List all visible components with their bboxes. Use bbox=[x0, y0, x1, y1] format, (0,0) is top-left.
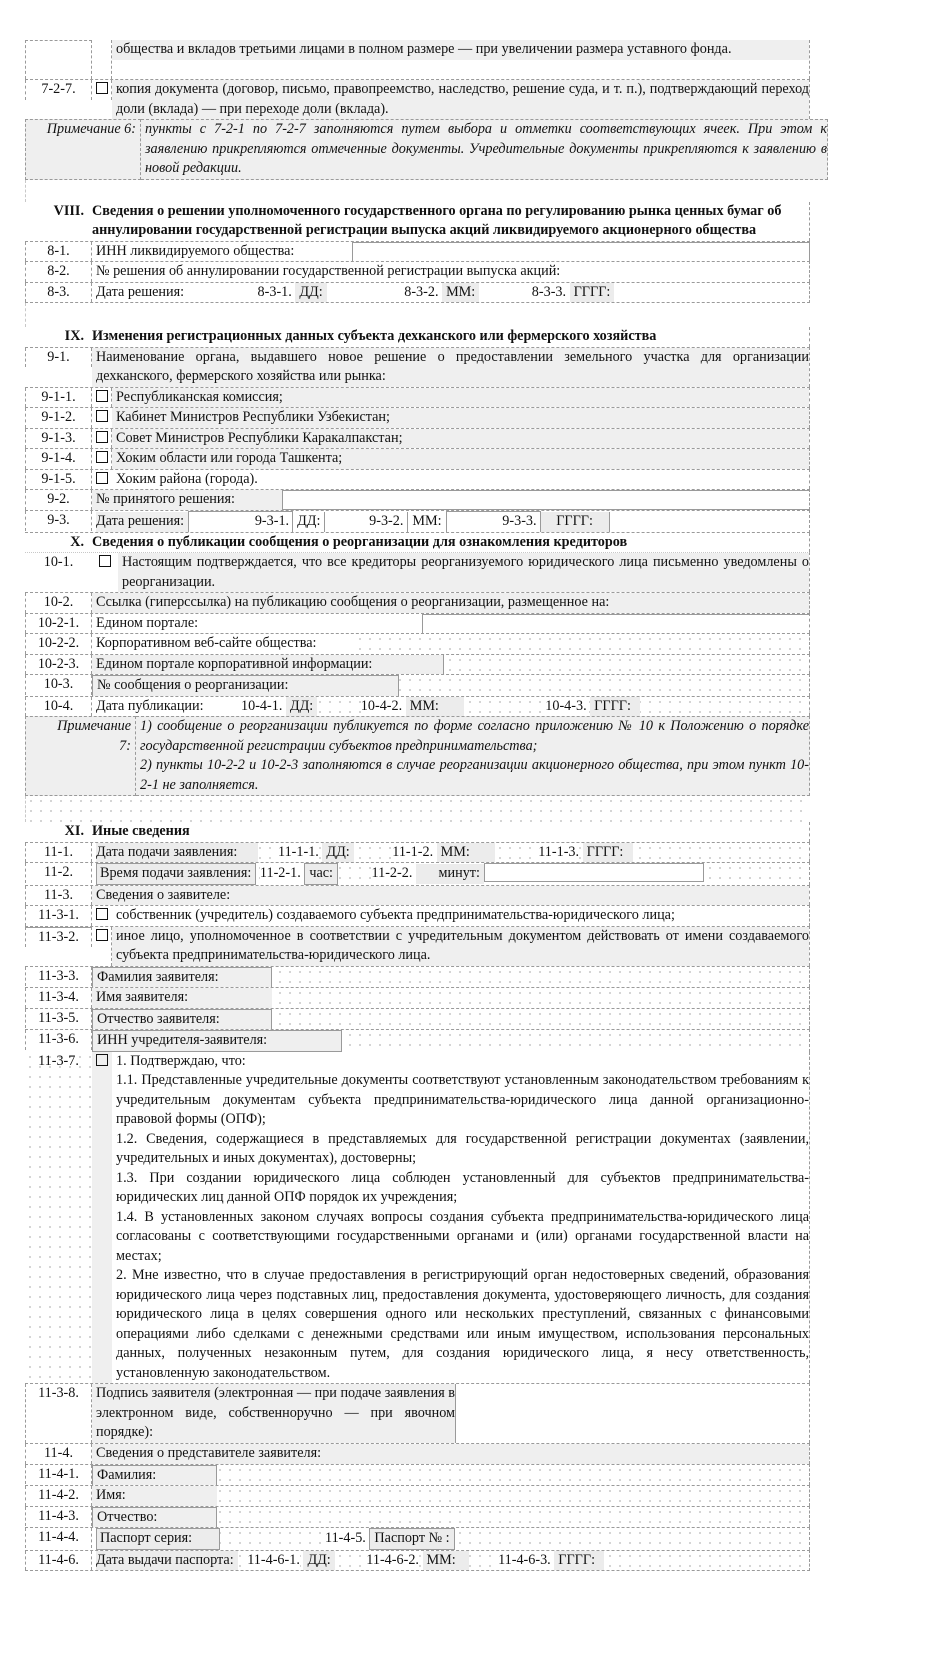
row-num: 9-1-2. bbox=[25, 408, 92, 428]
day-label: ДД: bbox=[295, 283, 326, 303]
row-10-3 bbox=[25, 674, 810, 696]
field-label: Дата подачи заявления: bbox=[96, 843, 258, 863]
section-title: Иные сведения bbox=[92, 823, 190, 839]
row-num: 11-3-6. bbox=[25, 1030, 92, 1050]
row-8-2 bbox=[25, 261, 810, 282]
spacer bbox=[25, 303, 810, 327]
row-11-3-3 bbox=[25, 966, 810, 988]
representative-surname-input[interactable] bbox=[217, 1465, 809, 1484]
row-num: 11-4. bbox=[25, 1444, 92, 1464]
row-9-1-5 bbox=[25, 469, 810, 490]
row-11-3-8 bbox=[25, 1383, 810, 1443]
row-11-4-2 bbox=[25, 1485, 810, 1506]
applicant-patronymic-input[interactable] bbox=[272, 1009, 809, 1028]
field-num: 9-3-3. bbox=[446, 511, 541, 532]
year-label: ГГГГ: bbox=[554, 1551, 604, 1571]
checkbox-icon bbox=[96, 390, 108, 402]
checkbox[interactable] bbox=[92, 1052, 112, 1384]
field-num: 11-4-5. bbox=[325, 1529, 366, 1549]
confirmation-line: 1.2. Сведения, содержащиеся в представляемых для государственной регистрации документах (заявлении, учредительных и иных документах), достоверны; bbox=[116, 1130, 809, 1166]
field-label: Дата публикации: bbox=[96, 697, 241, 717]
row-9-1-1 bbox=[25, 387, 810, 408]
row-11-3-7 bbox=[25, 1052, 810, 1384]
field-num: 11-1-3. bbox=[538, 843, 579, 863]
row-9-3 bbox=[25, 510, 810, 533]
row-num: 10-2-3. bbox=[25, 655, 92, 675]
minute-input[interactable] bbox=[484, 863, 704, 882]
row-num: 11-2. bbox=[25, 863, 92, 883]
field-num: 11-2-1. bbox=[260, 864, 301, 884]
year-label: ГГГГ: bbox=[570, 283, 615, 303]
checkbox-cell bbox=[92, 40, 112, 79]
row-11-3-4 bbox=[25, 987, 810, 1008]
field-label: Едином портале корпоративной информации: bbox=[92, 655, 444, 675]
representative-name-input[interactable] bbox=[217, 1486, 809, 1505]
checkbox[interactable] bbox=[92, 80, 112, 100]
field-label: Паспорт серия: bbox=[96, 1528, 220, 1550]
spacer bbox=[25, 180, 810, 202]
note-item-1: 1) сообщение о реорганизации публикуется по форме согласно приложению № 10 к Положению о порядке государственной регистрации субъектов предпринимательства; bbox=[140, 718, 809, 754]
passport-number-label: Паспорт № : bbox=[369, 1528, 454, 1550]
note-text: пункты с 7-2-1 по 7-2-7 заполняются путем выбора и отметки соответствующих ячеек. При этом к заявлению прикрепляются отмеченные документы. Учредительные документы прикрепляются к заявлению в новой редакции. bbox=[141, 119, 828, 180]
date-fields bbox=[92, 843, 809, 863]
field-num: 11-1-1. bbox=[278, 843, 319, 863]
row-text: Ссылка (гиперссылка) на публикацию сообщения о реорганизации, размещенное на: bbox=[92, 593, 809, 613]
note-label bbox=[25, 716, 136, 796]
row-text: Сведения о заявителе: bbox=[92, 886, 809, 906]
option-text: Хоким области или города Ташкента; bbox=[112, 449, 809, 469]
row-11-3-2 bbox=[25, 926, 810, 966]
confirmation-text bbox=[112, 1052, 809, 1384]
minute-label: минут: bbox=[416, 864, 484, 884]
row-num: 10-3. bbox=[25, 675, 92, 695]
section-title: Сведения о публикации сообщения о реорганизации для ознакомления кредиторов bbox=[92, 533, 628, 550]
row-num: 10-2. bbox=[25, 593, 92, 613]
checkbox[interactable] bbox=[92, 927, 112, 966]
option-text: Совет Министров Республики Каракалпакстан; bbox=[112, 429, 809, 449]
corporate-website-input[interactable] bbox=[352, 634, 809, 653]
decision-number-input[interactable] bbox=[282, 490, 809, 510]
row-num: 11-3-4. bbox=[25, 988, 92, 1008]
checkbox-icon bbox=[96, 472, 108, 484]
row-num: 10-1. bbox=[43, 554, 74, 570]
row-num: 9-2. bbox=[25, 490, 92, 510]
row-9-2 bbox=[25, 489, 810, 510]
day-label: ДД: bbox=[286, 697, 317, 717]
row-7-2-6-cont bbox=[25, 40, 810, 79]
founder-inn-input[interactable] bbox=[342, 1030, 809, 1049]
applicant-surname-input[interactable] bbox=[272, 967, 809, 986]
row-num: 11-4-6. bbox=[25, 1551, 92, 1571]
passport-fields bbox=[92, 1528, 809, 1550]
day-label: ДД: bbox=[303, 1551, 334, 1571]
row-num: 10-2-1. bbox=[25, 614, 92, 634]
checkbox[interactable] bbox=[92, 906, 112, 926]
row-text: копия документа (договор, письмо, правопреемство, наследство, решение суда, и т. п.), подтверждающий переход доли (вклада) — при переходе доли (вклада). bbox=[112, 80, 809, 119]
option-text: Республиканская комиссия; bbox=[112, 388, 809, 408]
section-title: Сведения о решении уполномоченного государственного органа по регулированию рынка ценных бумаг об аннулировании государственной регистрации выпуска акций ликвидируемого акционерного общества bbox=[92, 202, 782, 238]
section-num: X. bbox=[70, 533, 84, 550]
note-item-2: 2) пункты 10-2-2 и 10-2-3 заполняются в случае реорганизации акционерного общества, при этом пункт 10-2-1 не заполняется. bbox=[140, 757, 809, 793]
row-9-1-4 bbox=[25, 448, 810, 469]
field-label: Корпоративном веб-сайте общества: bbox=[92, 634, 352, 654]
row-num: 9-3. bbox=[25, 511, 92, 531]
corporate-info-portal-input[interactable] bbox=[444, 655, 809, 674]
field-label: Фамилия: bbox=[92, 1465, 217, 1486]
row-10-2-1 bbox=[25, 613, 810, 634]
row-11-3-5 bbox=[25, 1008, 810, 1030]
note-label-line2: 7: bbox=[119, 737, 131, 754]
row-9-1 bbox=[25, 347, 810, 387]
section-num: XI. bbox=[64, 823, 84, 839]
option-text: собственник (учредитель) создаваемого субъекта предпринимательства-юридического лица; bbox=[116, 907, 675, 923]
confirmation-line: 1.1. Представленные учредительные документы соответствуют установленным законодательством требованиям к учредительным документам субъекта предпринимательства-юридического лица данной организационно-правовой формы (ОПФ); bbox=[116, 1072, 809, 1127]
option-text: Хоким района (города). bbox=[116, 470, 258, 487]
row-10-2 bbox=[25, 592, 810, 613]
section-10-header bbox=[25, 533, 810, 553]
row-num: 11-4-3. bbox=[25, 1507, 92, 1527]
field-label: Дата решения: bbox=[96, 283, 185, 300]
month-label: ММ: bbox=[407, 512, 445, 532]
row-num: 9-1-1. bbox=[25, 388, 92, 408]
row-9-1-2 bbox=[25, 407, 810, 428]
field-num: 10-4-1. bbox=[241, 697, 282, 717]
row-11-4-1 bbox=[25, 1464, 810, 1486]
note-6 bbox=[25, 119, 828, 180]
hour-label: час: bbox=[304, 863, 338, 885]
row-num: 11-4-2. bbox=[25, 1486, 92, 1506]
signature-field[interactable] bbox=[456, 1384, 809, 1443]
row-num: 11-1. bbox=[25, 843, 92, 863]
section-title: Изменения регистрационных данных субъекта дехканского или фермерского хозяйства bbox=[92, 328, 657, 344]
year-label: ГГГГ: bbox=[590, 697, 640, 717]
month-label: ММ: bbox=[437, 843, 495, 863]
field-label: Отчество: bbox=[92, 1507, 217, 1528]
field-label: Время подачи заявления: bbox=[96, 863, 256, 885]
section-num: IX. bbox=[64, 328, 84, 344]
row-num: 9-1-3. bbox=[25, 429, 92, 449]
field-label: Имя: bbox=[92, 1486, 217, 1506]
row-num: 9-1. bbox=[25, 348, 92, 368]
field-label: Отчество заявителя: bbox=[92, 1009, 272, 1030]
row-num: 11-3-3. bbox=[25, 967, 92, 987]
option-text: Кабинет Министров Республики Узбекистан; bbox=[112, 408, 809, 428]
checkbox[interactable] bbox=[92, 449, 112, 469]
row-11-1 bbox=[25, 842, 810, 863]
date-fields bbox=[92, 697, 809, 717]
field-num: 10-4-3. bbox=[545, 697, 586, 717]
field-label: Дата выдачи паспорта: bbox=[96, 1551, 238, 1571]
spacer bbox=[25, 796, 810, 822]
row-num: 11-3. bbox=[25, 886, 92, 906]
row-num: 11-4-1. bbox=[25, 1465, 92, 1485]
checkbox-icon bbox=[96, 929, 108, 941]
checkbox-icon bbox=[99, 555, 111, 567]
field-num: 11-4-6-2. bbox=[366, 1551, 419, 1571]
checkbox-icon bbox=[96, 908, 108, 920]
field-num: 8-3-2. bbox=[404, 283, 439, 300]
row-num: 11-3-8. bbox=[25, 1384, 92, 1443]
checkbox-icon bbox=[96, 431, 108, 443]
row-num: 9-1-5. bbox=[25, 470, 92, 490]
field-label: Имя заявителя: bbox=[92, 988, 272, 1008]
row-num: 10-2-2. bbox=[25, 634, 92, 654]
row-num: 10-4. bbox=[25, 697, 92, 717]
field-num: 11-2-2. bbox=[372, 864, 413, 884]
checkbox[interactable] bbox=[92, 470, 112, 490]
confirmation-line: 1.4. В установленных законом случаях вопросы создания субъекта предпринимательства-юридического лица согласованы с соответствующими государственными органами и (или) органами государственной власти на местах; bbox=[116, 1208, 809, 1264]
decision-number-input[interactable] bbox=[622, 262, 809, 281]
note-label: Примечание 6: bbox=[25, 119, 141, 180]
date-fields bbox=[92, 283, 809, 303]
checkbox[interactable] bbox=[92, 553, 118, 573]
checkbox[interactable] bbox=[92, 388, 112, 408]
confirmation-line: 2. Мне известно, что в случае предоставления в регистрирующий орган недостоверных сведений, образования юридического лица через подставных лиц, предоставления документа, удостоверяющего личность, для создания юридического лица в целях совершения одного или нескольких преступлений, связанных с финансовыми операциями либо сделками с денежными средствами или иным имуществом, использования персональных данных, полученных незаконным путем, для создания юридического лица, я несу ответственность, установленную законодательством. bbox=[116, 1267, 809, 1381]
checkbox[interactable] bbox=[92, 429, 112, 449]
field-num: 10-4-2. bbox=[361, 697, 402, 717]
row-9-1-3 bbox=[25, 428, 810, 449]
row-10-2-3 bbox=[25, 654, 810, 675]
row-num: 8-2. bbox=[25, 262, 92, 282]
row-11-4-3 bbox=[25, 1506, 810, 1528]
applicant-name-input[interactable] bbox=[272, 988, 809, 1007]
field-label: Едином портале: bbox=[96, 614, 199, 631]
row-num: 11-4-4. bbox=[25, 1528, 92, 1548]
month-label: ММ: bbox=[442, 283, 479, 303]
time-fields bbox=[92, 863, 809, 885]
field-label: Дата решения: bbox=[96, 512, 188, 532]
day-label: ДД: bbox=[322, 843, 353, 863]
row-text: Настоящим подтверждается, что все кредиторы реорганизуемого юридического лица письменно уведомлены о реорганизации. bbox=[118, 553, 809, 592]
row-num bbox=[25, 40, 92, 79]
row-10-1 bbox=[25, 552, 810, 592]
row-text: Сведения о представителе заявителя: bbox=[92, 1444, 809, 1464]
row-7-2-7 bbox=[25, 79, 810, 119]
row-num: 8-1. bbox=[25, 242, 92, 262]
row-text: Наименование органа, выдавшего новое решение о предоставлении земельного участка для организации дехканского, фермерского хозяйства или рынка: bbox=[92, 348, 809, 387]
confirmation-line: 1.3. При создании юридического лица соблюден установленный для субъектов предпринимательства-юридических лиц данной ОПФ порядок их учреждения; bbox=[116, 1169, 809, 1205]
row-10-2-2 bbox=[25, 633, 810, 654]
checkbox-icon bbox=[96, 82, 108, 94]
row-num: 8-3. bbox=[25, 283, 92, 303]
checkbox-icon bbox=[96, 1054, 108, 1066]
field-num: 11-4-6-1. bbox=[247, 1551, 300, 1571]
year-label: ГГГГ: bbox=[541, 512, 610, 532]
field-label: ИНН ликвидируемого общества: bbox=[96, 242, 295, 259]
section-11-header bbox=[25, 822, 810, 842]
section-9-header bbox=[25, 327, 810, 347]
field-label: № принятого решения: bbox=[92, 490, 282, 510]
note-7 bbox=[25, 716, 810, 796]
row-11-4 bbox=[25, 1443, 810, 1464]
row-11-3-1 bbox=[25, 905, 810, 926]
field-num: 8-3-3. bbox=[531, 283, 567, 300]
row-11-3 bbox=[25, 885, 810, 906]
row-11-4-4 bbox=[25, 1527, 810, 1550]
row-11-3-6 bbox=[25, 1029, 810, 1052]
note-label-line1: Примечание bbox=[57, 718, 131, 734]
signature-label: Подпись заявителя (электронная — при подаче заявления в электронном виде, собственноручно — при явочном порядке): bbox=[92, 1384, 456, 1443]
field-label: ИНН учредителя-заявителя: bbox=[92, 1030, 342, 1052]
row-num: 11-3-7. bbox=[38, 1052, 79, 1069]
section-8-header bbox=[25, 202, 810, 241]
note-text bbox=[136, 716, 810, 796]
year-label: ГГГГ: bbox=[583, 843, 633, 863]
inn-input[interactable] bbox=[352, 242, 810, 261]
date-fields bbox=[92, 1551, 809, 1571]
field-num: 8-3-1. bbox=[257, 283, 292, 300]
day-label: ДД: bbox=[293, 512, 325, 532]
row-10-4 bbox=[25, 696, 810, 717]
month-label: ММ: bbox=[406, 697, 464, 717]
field-label: № сообщения о реорганизации: bbox=[92, 675, 399, 696]
field-num: 11-4-6-3. bbox=[498, 1551, 551, 1571]
row-11-4-6 bbox=[25, 1550, 810, 1572]
field-num: 11-1-2. bbox=[392, 843, 433, 863]
field-num: 9-3-1. bbox=[188, 511, 293, 532]
field-num: 9-3-2. bbox=[369, 513, 404, 529]
row-num: 9-1-4. bbox=[25, 449, 92, 469]
row-11-2 bbox=[25, 862, 810, 885]
form-page bbox=[25, 40, 827, 1571]
representative-patronymic-input[interactable] bbox=[217, 1507, 809, 1526]
date-fields bbox=[92, 511, 809, 532]
checkbox-icon bbox=[96, 451, 108, 463]
row-num: 11-3-2. bbox=[25, 927, 92, 948]
unified-portal-input[interactable] bbox=[422, 614, 809, 633]
month-label: ММ: bbox=[423, 1551, 469, 1571]
section-num: VIII. bbox=[53, 202, 84, 219]
row-num: 11-3-5. bbox=[25, 1009, 92, 1029]
option-text: иное лицо, уполномоченное в соответствии с учредительным документом действовать от имени создаваемого субъекта предпринимательства-юридического лица. bbox=[112, 927, 809, 966]
message-number-input[interactable] bbox=[399, 675, 809, 694]
row-num: 7-2-7. bbox=[25, 80, 92, 100]
row-8-1 bbox=[25, 241, 810, 262]
row-8-3 bbox=[25, 282, 810, 304]
field-label: № решения об аннулировании государственной регистрации выпуска акций: bbox=[96, 263, 561, 279]
field-label: Фамилия заявителя: bbox=[92, 967, 272, 988]
checkbox[interactable] bbox=[92, 408, 112, 428]
row-num: 11-3-1. bbox=[25, 906, 92, 926]
row-text: общества и вкладов третьими лицами в полном размере — при увеличении размера уставного фонда. bbox=[112, 40, 809, 60]
confirmation-line: 1. Подтверждаю, что: bbox=[116, 1052, 246, 1069]
checkbox-icon bbox=[96, 410, 108, 422]
